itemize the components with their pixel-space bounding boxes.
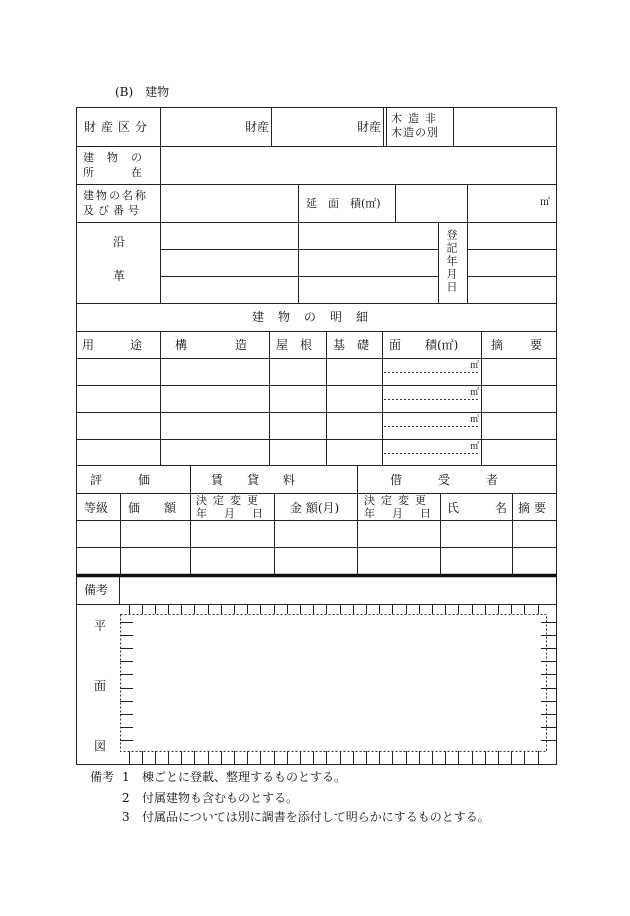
enkaku-char-1: 沿 — [113, 235, 126, 249]
shozai-label-2: 所 在 — [83, 166, 143, 179]
shimei-header: 氏 名 — [447, 501, 508, 515]
note-3-text: 付属品については別に調書を添付して明らかにするものとする。 — [142, 810, 490, 824]
m2-unit-row2: ㎡ — [470, 388, 480, 398]
tokyu-header: 等級 — [84, 501, 109, 515]
nobe-menseki-label: 延 面 積(㎡) — [306, 197, 381, 210]
heimenzu-char-2: 面 — [94, 679, 107, 693]
meisai-title: 建 物 の 明 細 — [252, 310, 370, 324]
tekiyo-header-2: 摘 要 — [518, 501, 546, 515]
tekiyo-header: 摘 要 — [491, 338, 544, 352]
kozo-header: 構 造 — [175, 338, 248, 352]
note-2-num: 2 — [122, 791, 130, 805]
note-1-text: 棟ごとに登載、整理するものとする。 — [142, 770, 347, 784]
mokuzo-label-2: 木造の別 — [391, 126, 439, 139]
kiso-header: 基 礎 — [333, 338, 370, 352]
note-3-num: 3 — [122, 810, 130, 824]
notes-label: 備考 — [90, 770, 115, 784]
note-2-text: 付属建物も含むものとする。 — [142, 791, 299, 805]
zaisan-label-1: 財産 — [245, 120, 270, 134]
heimenzu-char-3: 図 — [94, 739, 107, 753]
shozai-label-1: 建 物 の — [83, 151, 143, 164]
kagaku-header: 価 額 — [128, 501, 177, 515]
shakujusha-header: 借 受 者 — [390, 473, 499, 487]
m2-unit-row3: ㎡ — [470, 415, 480, 425]
menseki-header: 面 積(㎡) — [389, 338, 459, 352]
form-heading: (B) 建物 — [115, 85, 170, 99]
yane-header: 屋 根 — [276, 338, 313, 352]
kettei-henko-header-2: 決定変更 — [364, 494, 432, 507]
m2-unit-row4: ㎡ — [470, 442, 480, 452]
meisho-label-2: 及び番号 — [83, 204, 143, 217]
m2-unit: ㎡ — [540, 197, 550, 208]
note-1-num: 1 — [122, 770, 130, 784]
mokuzo-label-1: 木造非 — [391, 112, 442, 125]
enkaku-char-2: 革 — [113, 269, 126, 283]
kingaku-header: 金 額(月) — [290, 501, 340, 515]
heimenzu-char-1: 平 — [94, 619, 107, 633]
biko-label: 備考 — [84, 583, 109, 597]
toki-nengappi-label: 登記年月日 — [445, 229, 458, 294]
kettei-henko-header-1: 決定変更 — [196, 494, 264, 507]
zaisan-label-2: 財産 — [357, 120, 382, 134]
nengappi-header-2: 年 月 日 — [364, 507, 434, 520]
nengappi-header-1: 年 月 日 — [196, 507, 266, 520]
chintairyo-header: 賃 貸 料 — [211, 473, 296, 487]
m2-unit-row1: ㎡ — [470, 361, 480, 371]
hyoka-header: 評 価 — [90, 473, 151, 487]
meisho-label-1: 建物の名称 — [83, 189, 148, 202]
zaisan-kubun-label: 財産区分 — [84, 120, 153, 134]
yoto-header: 用 途 — [82, 338, 143, 352]
